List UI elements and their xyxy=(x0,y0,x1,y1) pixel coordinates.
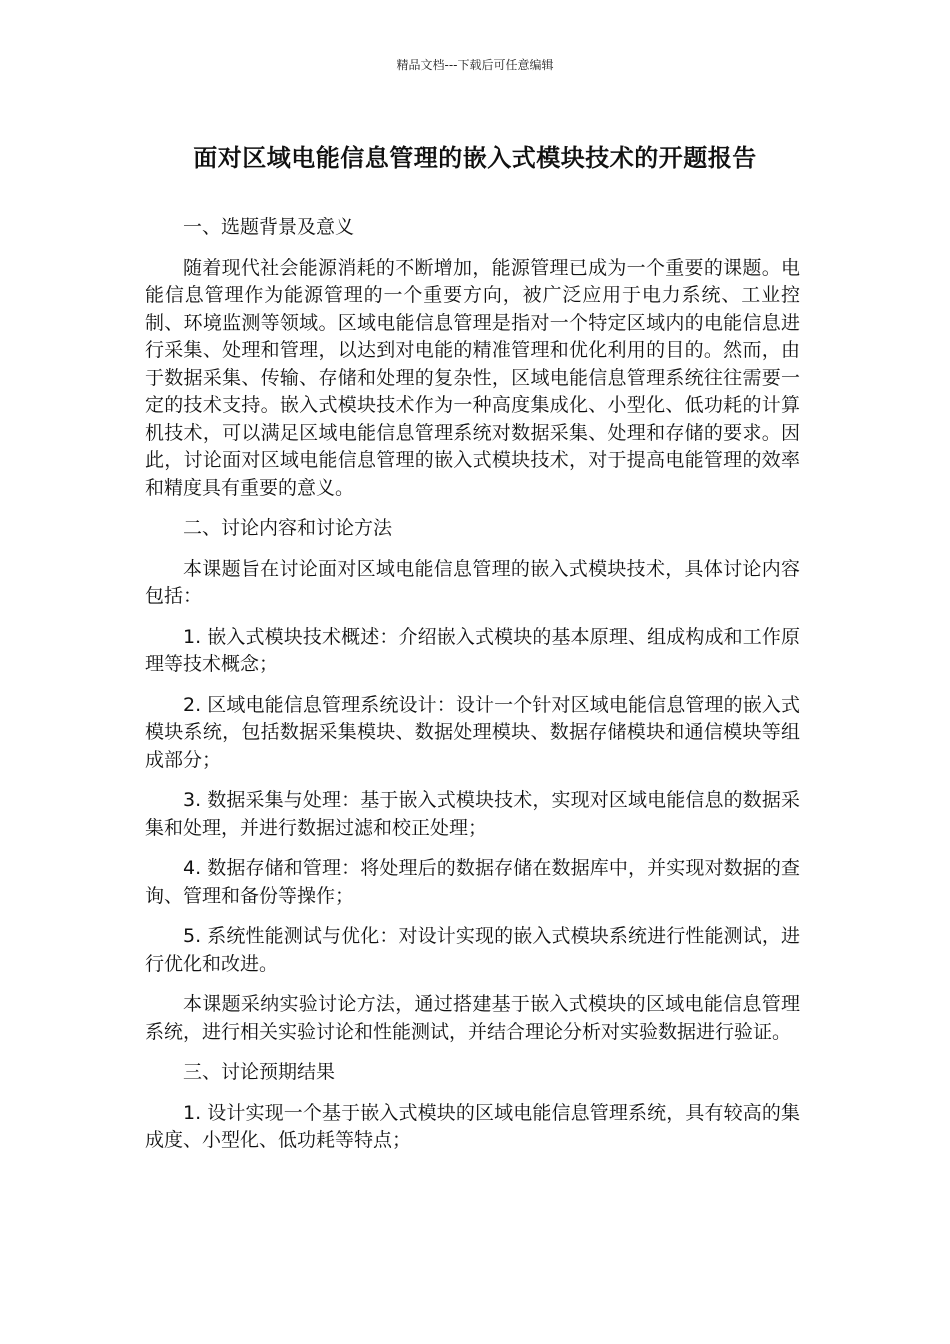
list-item-4: 4. 数据存储和管理：将处理后的数据存储在数据库中，并实现对数据的查询、管理和备份等操作； xyxy=(145,857,800,907)
paragraph-content-intro: 本课题旨在讨论面对区域电能信息管理的嵌入式模块技术，具体讨论内容包括： xyxy=(145,557,800,607)
paragraph-background: 随着现代社会能源消耗的不断增加，能源管理已成为一个重要的课题。电能信息管理作为能源管理的一个重要方向，被广泛应用于电力系统、工业控制、环境监测等领域。区域电能信息管理是指对一个特定区域内的电能信息进行采集、处理和管理，以达到对电能的精准管理和优化利用的目的。然而，由于数据采集、传输、存储和处理的复杂性，区域电能信息管理系统往往需要一定的技术支持。嵌入式模块技术作为一种高度集成化、小型化、低功耗的计算机技术，可以满足区域电能信息管理系统对数据采集、处理和存储的要求。因此，讨论面对区域电能信息管理的嵌入式模块技术，对于提高电能管理的效率和精度具有重要的意义。 xyxy=(145,256,800,499)
section-heading-expected-results: 三、讨论预期结果 xyxy=(183,1061,336,1083)
paragraph-method: 本课题采纳实验讨论方法，通过搭建基于嵌入式模块的区域电能信息管理系统，进行相关实验讨论和性能测试，并结合理论分析对实验数据进行验证。 xyxy=(145,993,800,1043)
list-item-5: 5. 系统性能测试与优化：对设计实现的嵌入式模块系统进行性能测试，进行优化和改进。 xyxy=(145,925,800,975)
list-item-3: 3. 数据采集与处理：基于嵌入式模块技术，实现对区域电能信息的数据采集和处理，并进行数据过滤和校正处理； xyxy=(145,789,800,839)
section-heading-content-method: 二、讨论内容和讨论方法 xyxy=(183,517,393,539)
page-header: 精品文档---下载后可任意编辑 xyxy=(396,58,554,72)
document-title: 面对区域电能信息管理的嵌入式模块技术的开题报告 xyxy=(193,144,757,172)
list-item-2: 2. 区域电能信息管理系统设计：设计一个针对区域电能信息管理的嵌入式模块系统，包括数据采集模块、数据处理模块、数据存储模块和通信模块等组成部分； xyxy=(145,693,800,771)
section-heading-background: 一、选题背景及意义 xyxy=(183,216,355,238)
document-body xyxy=(145,214,800,1168)
list-item-1: 1. 嵌入式模块技术概述：介绍嵌入式模块的基本原理、组成构成和工作原理等技术概念； xyxy=(145,625,800,675)
result-item-1: 1. 设计实现一个基于嵌入式模块的区域电能信息管理系统，具有较高的集成度、小型化、低功耗等特点； xyxy=(145,1101,800,1151)
